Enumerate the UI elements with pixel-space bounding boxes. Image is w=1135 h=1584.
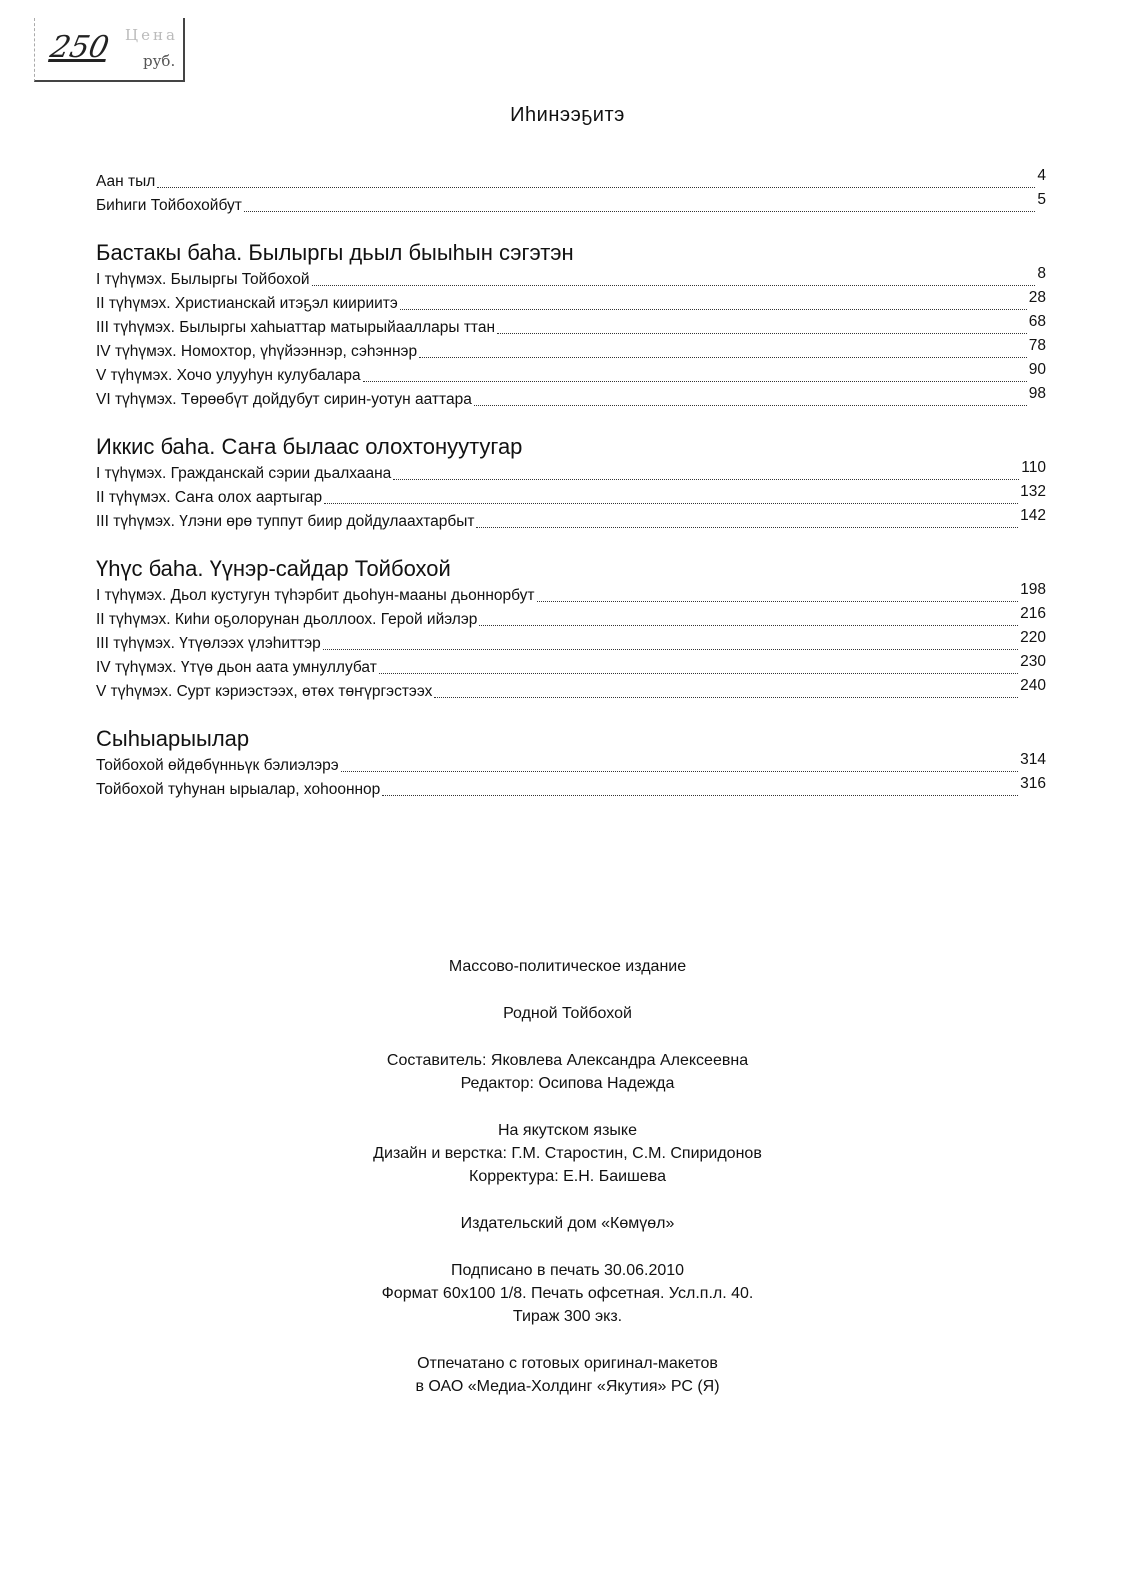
imprint-group [0, 1259, 1135, 1328]
section-title: Үhүс баhа. Үүнэр-сайдар Тойбохой [96, 556, 451, 581]
toc-entry-page: 198 [1020, 581, 1046, 598]
toc-entry-page: 142 [1020, 507, 1046, 524]
toc-entry-page: 68 [1028, 313, 1046, 330]
dot-leader [393, 478, 1019, 480]
toc-entry [96, 361, 1046, 388]
section-title: Сыhыарыылар [96, 726, 250, 751]
toc-entry-label: II түhүмэх. Христианскай итэҕэл киириитэ [96, 295, 398, 312]
toc-entry [96, 313, 1046, 340]
toc-sections [96, 240, 1046, 802]
toc-entry-page: 110 [1021, 459, 1046, 476]
imprint-line: Родной Тойбохой [503, 1005, 632, 1022]
toc-entry-label: III түhүмэх. Үлэни өрө туппут биир дойдулаахтарбыт [96, 513, 475, 530]
imprint-line: Издательский дом «Көмүөл» [460, 1215, 675, 1232]
dot-leader [324, 502, 1018, 504]
imprint-line: Корректура: Е.Н. Баишева [469, 1168, 666, 1185]
price-stamp [34, 18, 185, 82]
imprint-group [0, 1119, 1135, 1188]
toc-entry-page: 90 [1028, 361, 1046, 378]
page-title: Иhинээҕитэ [510, 104, 625, 126]
imprint-line: На якутском языке [498, 1122, 637, 1139]
stamp-currency: руб. [143, 52, 176, 70]
toc-entry-label: I түhүмэх. Былыргы Тойбохой [96, 271, 310, 288]
imprint-line: в ОАО «Медиа-Холдинг «Якутия» РС (Я) [415, 1378, 720, 1395]
imprint-line: Тираж 300 экз. [512, 1308, 623, 1325]
toc-entry [96, 337, 1046, 364]
toc-entry [96, 191, 1046, 218]
stamp-cena-text: Цена [125, 26, 178, 44]
toc-entry [96, 483, 1046, 510]
toc-entry [96, 507, 1046, 534]
dot-leader [363, 380, 1027, 382]
toc-entry-label: I түhүмэх. Гражданскай сэрии дьалхаана [96, 465, 392, 482]
toc-entry-label: IV түhүмэх. Номохтор, үhүйээннэр, сэhэннэр [96, 343, 418, 360]
toc-entry-label: Тойбохой туhунан ырыалар, хоhооннор [96, 781, 381, 798]
toc-entry-page: 220 [1020, 629, 1046, 646]
toc-entry-page: 314 [1020, 751, 1046, 768]
dot-leader [400, 308, 1027, 310]
toc-entry-label: II түhүмэх. Саҥа олох аартыгар [96, 489, 323, 506]
imprint-group [0, 955, 1135, 978]
toc-entry-page: 216 [1020, 605, 1046, 622]
dot-leader [341, 770, 1018, 772]
imprint-group [0, 1002, 1135, 1025]
imprint-line: Формат 60х100 1/8. Печать офсетная. Усл.п.л. 40. [381, 1285, 754, 1302]
dot-leader [479, 624, 1018, 626]
toc-entry-page: 132 [1020, 483, 1046, 500]
toc-entry [96, 629, 1046, 656]
toc-intro [96, 167, 1046, 218]
toc-entry-page: 98 [1028, 385, 1046, 402]
dot-leader [323, 648, 1018, 650]
dot-leader [382, 794, 1018, 796]
dot-leader [474, 404, 1027, 406]
dot-leader [497, 332, 1027, 334]
toc-entry [96, 581, 1046, 608]
toc-entry-page: 316 [1020, 775, 1046, 792]
toc-entry-page: 4 [1037, 167, 1046, 184]
toc-entry [96, 167, 1046, 194]
stamp-price: 250 [47, 30, 112, 65]
dot-leader [244, 210, 1036, 212]
toc-entry [96, 751, 1046, 778]
toc-entry-label: III түhүмэх. Үтүөлээх үлэhиттэр [96, 635, 321, 652]
toc-entry-label: V түhүмэх. Сурт кэриэстээх, өтөх төҥүргэстээх [96, 683, 433, 700]
toc-entry [96, 289, 1046, 316]
toc-entry [96, 677, 1046, 704]
toc-entry-label: I түhүмэх. Дьол кустугун түhэрбит дьоhун-мааны дьоннорбут [96, 587, 535, 604]
imprint-line: Подписано в печать 30.06.2010 [450, 1262, 685, 1279]
imprint-line: Дизайн и верстка: Г.М. Старостин, С.М. Спиридонов [373, 1145, 762, 1162]
toc-entry-label: Тойбохой өйдөбүнньүк бэлиэлэрэ [96, 757, 339, 774]
toc-entry-label: V түhүмэх. Хочо улууhун кулубалара [96, 367, 361, 384]
toc-entry [96, 459, 1046, 486]
section-title: Иккис баhа. Саҥа былаас олохтонуутугар [96, 434, 523, 459]
toc-entry [96, 265, 1046, 292]
toc-entry-label: Биhиги Тойбохойбут [96, 197, 242, 214]
dot-leader [434, 696, 1018, 698]
imprint-group [0, 1049, 1135, 1095]
imprint-block [0, 955, 1135, 1422]
imprint-line: Отпечатано с готовых оригинал-макетов [417, 1355, 718, 1372]
toc-entry-page: 5 [1037, 191, 1046, 208]
toc-entry-page: 230 [1020, 653, 1046, 670]
toc-entry-label: II түhүмэх. Киhи оҕолорунан дьоллоох. Герой ийэлэр [96, 611, 478, 628]
dot-leader [419, 356, 1027, 358]
imprint-line: Редактор: Осипова Надежда [460, 1075, 675, 1092]
dot-leader [537, 600, 1019, 602]
toc-entry [96, 775, 1046, 802]
toc-entry-page: 8 [1037, 265, 1046, 282]
toc-entry-page: 78 [1028, 337, 1046, 354]
dot-leader [157, 186, 1035, 188]
toc-entry-page: 240 [1020, 677, 1046, 694]
table-of-contents [96, 167, 1046, 802]
section-title: Бастакы баhа. Былыргы дьыл быыhын сэгэтэн [96, 240, 574, 265]
toc-entry-label: VI түhүмэх. Төрөөбүт дойдубут сирин-уотун ааттара [96, 391, 472, 408]
imprint-line: Составитель: Яковлева Александра Алексеевна [386, 1052, 749, 1069]
toc-entry [96, 605, 1046, 632]
toc-entry-label: Аан тыл [96, 173, 156, 190]
dot-leader [476, 526, 1018, 528]
toc-entry-label: III түhүмэх. Былыргы хаhыаттар матырыйааллары ттан [96, 319, 496, 336]
imprint-line: Массово-политическое издание [448, 958, 687, 975]
imprint-group [0, 1352, 1135, 1398]
toc-entry [96, 653, 1046, 680]
toc-entry-page: 28 [1028, 289, 1046, 306]
toc-entry-label: IV түhүмэх. Үтүө дьон аата умнуллубат [96, 659, 377, 676]
dot-leader [379, 672, 1018, 674]
dot-leader [312, 284, 1036, 286]
toc-entry [96, 385, 1046, 412]
imprint-group [0, 1212, 1135, 1235]
